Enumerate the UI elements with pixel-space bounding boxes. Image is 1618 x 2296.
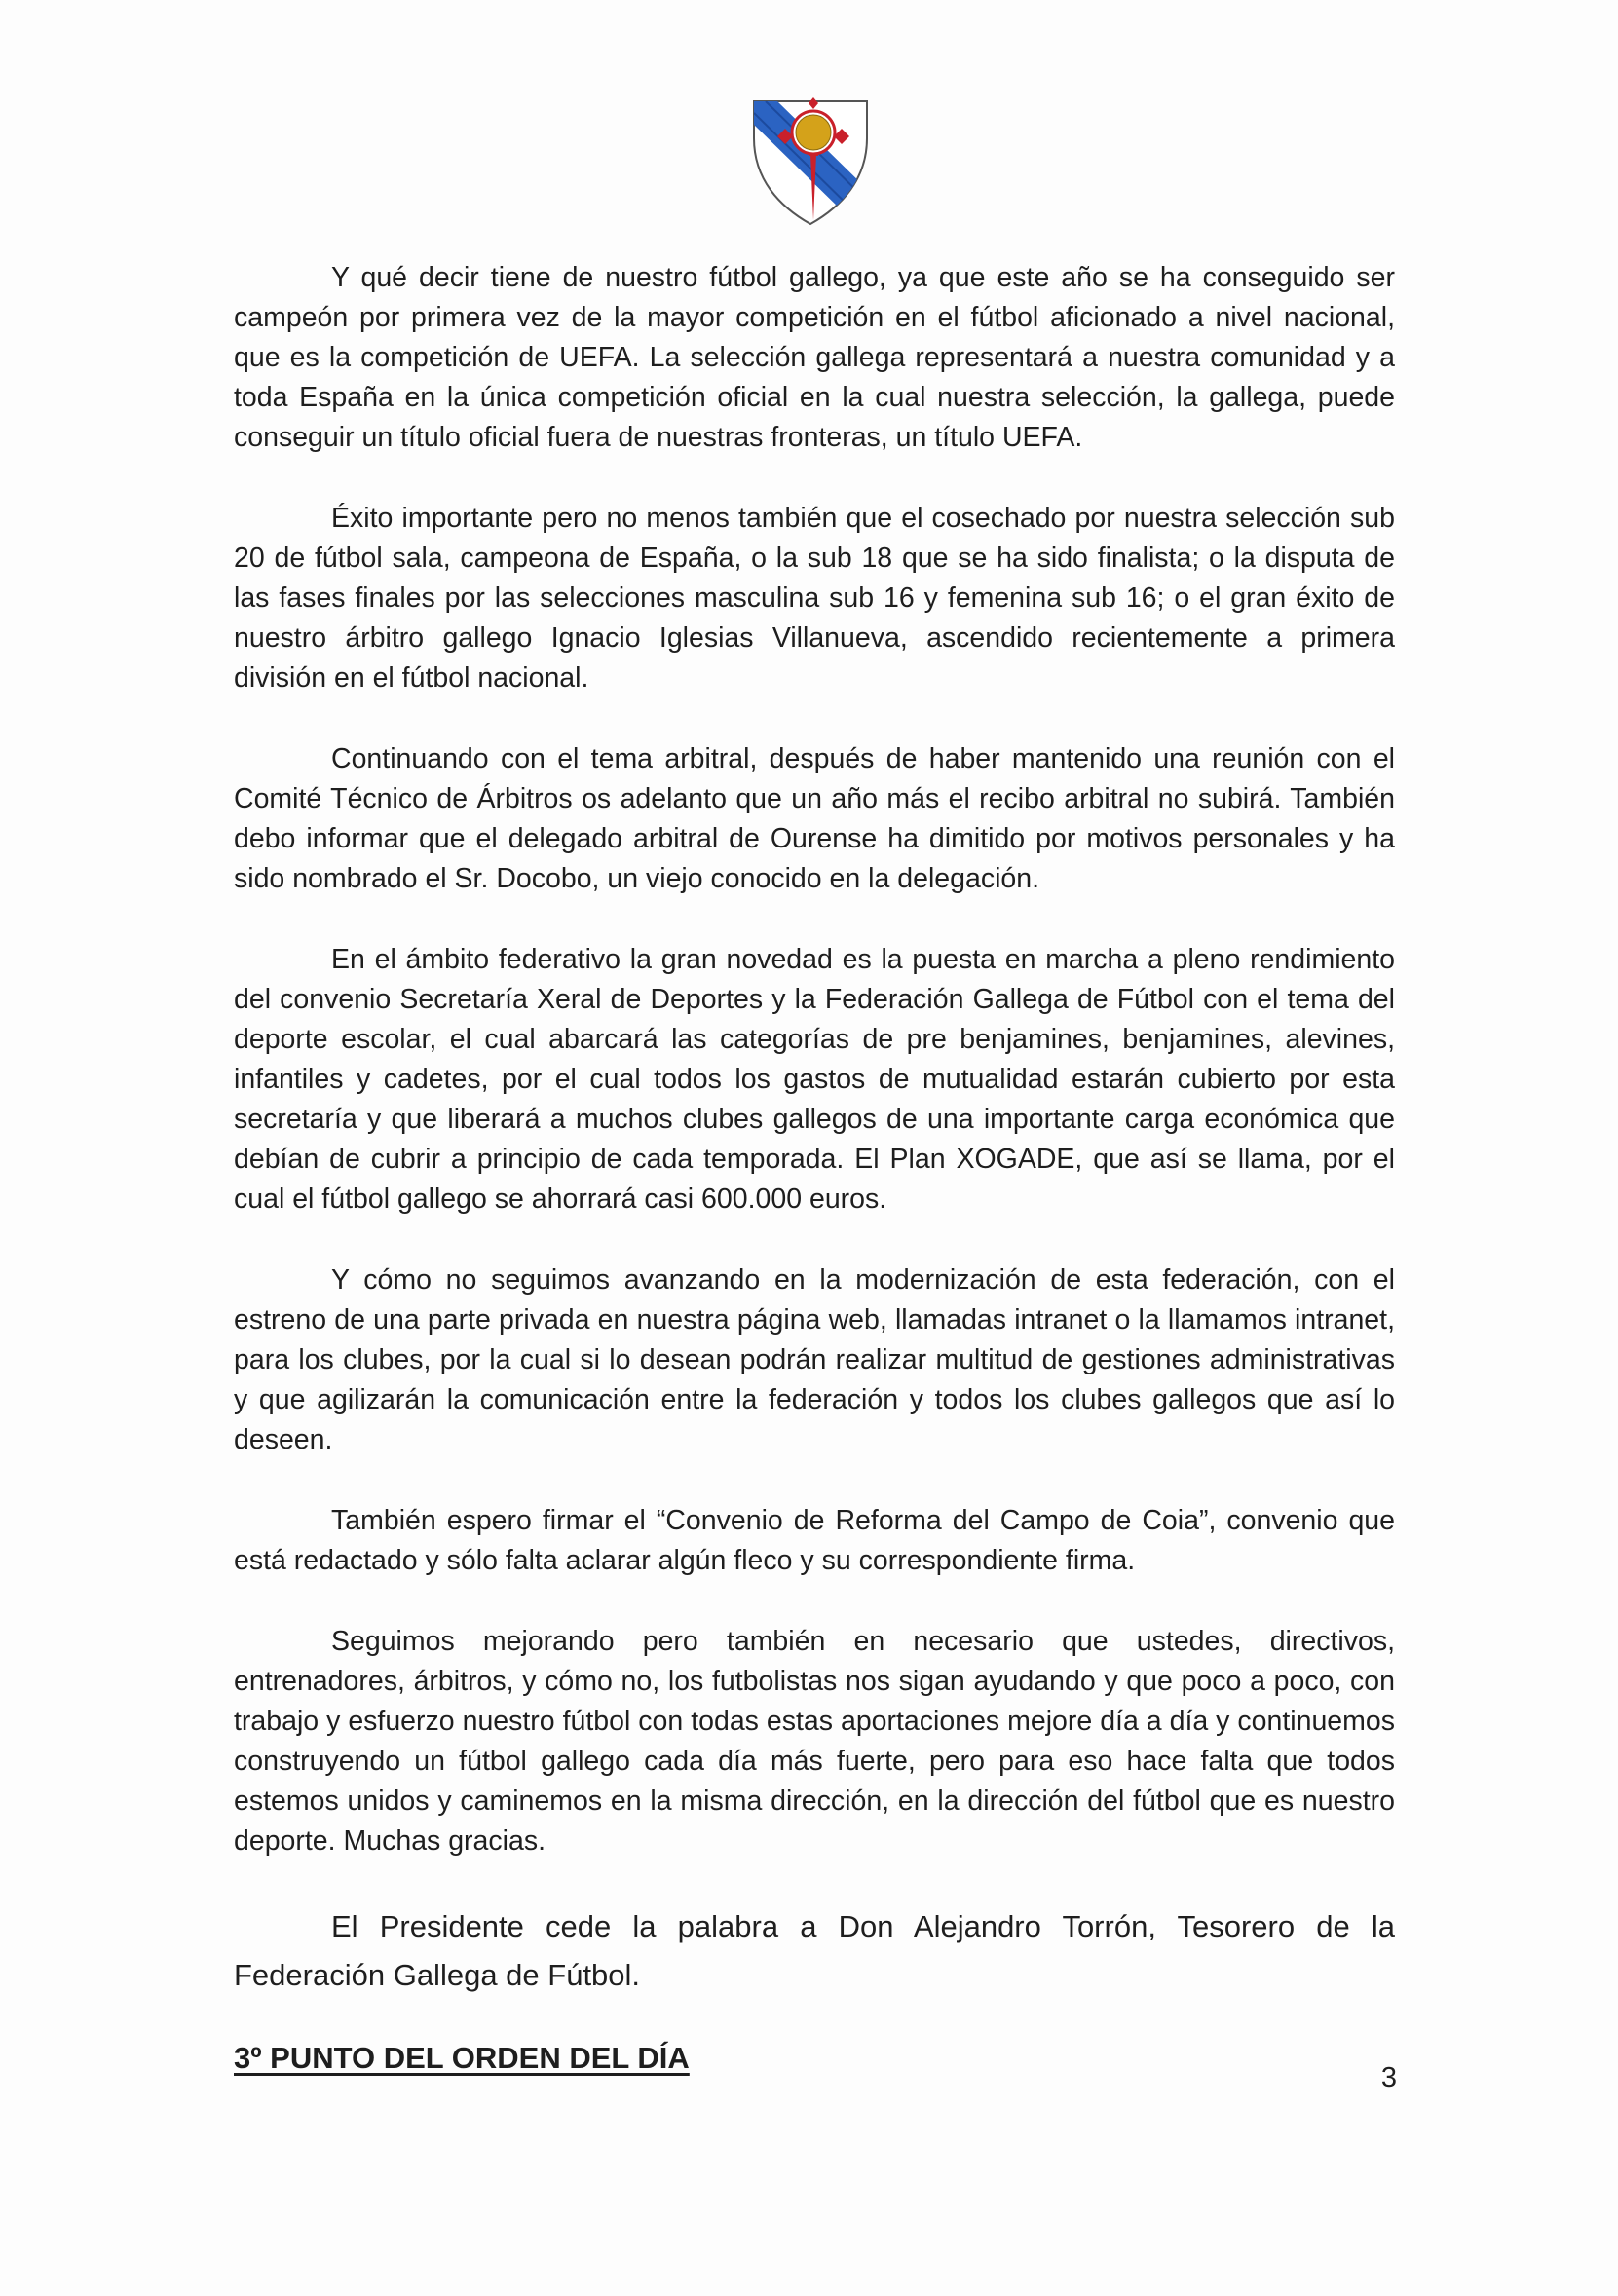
paragraph-referee-topic: Continuando con el tema arbitral, después de haber mantenido una reunión con el Comité Técnico de Árbitros os adelanto que un año más el recibo arbitral no subirá. También debo informar que el delegado arbitral de Ourense ha dimitido por motivos personales y ha sido nombrado el Sr. Docobo, un viejo conocido en la delegación. <box>234 743 1395 894</box>
paragraph-futsal-success: Éxito importante pero no menos también que el cosechado por nuestra selección sub 20 de fútbol sala, campeona de España, o la sub 18 que se ha sido finalista; o la disputa de las fases finales por las selecciones masculina sub 16 y femenina sub 16; o el gran éxito de nuestro árbitro gallego Ignacio Iglesias Villanueva, ascendido recientemente a primera división en el fútbol nacional. <box>234 503 1395 694</box>
federation-crest-icon <box>748 95 873 228</box>
paragraph-president-yields: El Presidente cede la palabra a Don Alejandro Torrón, Tesorero de la Federación Gallega de Fútbol. <box>234 1909 1395 1992</box>
paragraph-xogade-plan: En el ámbito federativo la gran novedad es la puesta en marcha a pleno rendimiento del convenio Secretaría Xeral de Deportes y la Federación Gallega de Fútbol con el tema del deporte escolar, el cual abarcará las categorías de pre benjamines, benjamines, alevines, infantiles y cadetes, por el cual todos los gastos de mutualidad estarán cubierto por esta secretaría y que liberará a muchos clubes gallegos de una importante carga económica que debían de cubrir a principio de cada temporada. El Plan XOGADE, que así se llama, por el cual el fútbol gallego se ahorrará casi 600.000 euros. <box>234 944 1395 1215</box>
paragraph-closing-thanks: Seguimos mejorando pero también en necesario que ustedes, directivos, entrenadores, árbitros, y cómo no, los futbolistas nos sigan ayudando y que poco a poco, con trabajo y esfuerzo nuestro fútbol con todas estas aportaciones mejore día a día y continuemos construyendo un fútbol gallego cada día más fuerte, pero para eso hace falta que todos estemos unidos y caminemos en la misma dirección, en la dirección del fútbol que es nuestro deporte. Muchas gracias. <box>234 1626 1395 1857</box>
paragraph-intranet: Y cómo no seguimos avanzando en la modernización de esta federación, con el estreno de una parte privada en nuestra página web, llamadas intranet o la llamamos intranet, para los clubes, por la cual si lo desean podrán realizar multitud de gestiones administrativas y que agilizarán la comunicación entre la federación y todos los clubes gallegos que así lo deseen. <box>234 1264 1395 1455</box>
paragraph-coia-agreement: También espero firmar el “Convenio de Reforma del Campo de Coia”, convenio que está redactado y sólo falta aclarar algún fleco y su correspondiente firma. <box>234 1505 1395 1576</box>
paragraph-galician-team-uefa: Y qué decir tiene de nuestro fútbol gallego, ya que este año se ha conseguido ser campeón por primera vez de la mayor competición en el fútbol aficionado a nivel nacional, que es la competición de UEFA. La selección gallega representará a nuestra comunidad y a toda España en la única competición oficial en la cual nuestra selección, la gallega, puede conseguir un título oficial fuera de nuestras fronteras, un título UEFA. <box>234 262 1395 453</box>
document-body <box>234 258 1395 2080</box>
section-heading-agenda-point-3: 3º PUNTO DEL ORDEN DEL DÍA <box>234 2041 690 2075</box>
page-number: 3 <box>1380 2062 1397 2093</box>
